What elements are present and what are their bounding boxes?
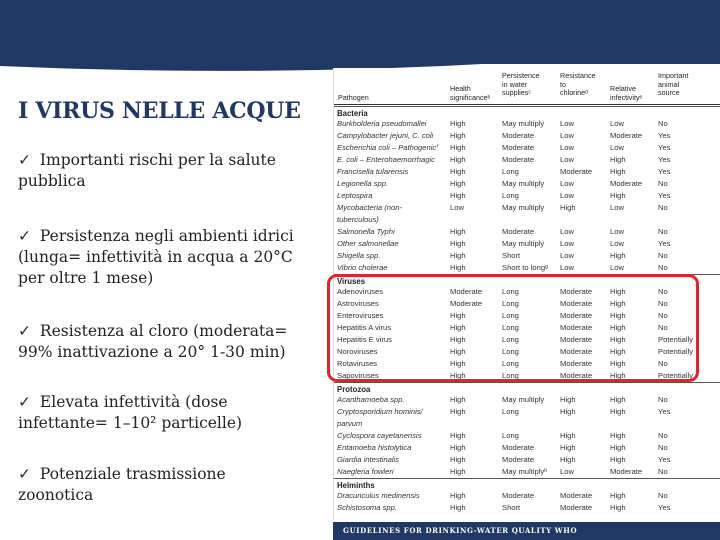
table-cell: Moderate: [450, 299, 483, 308]
table-cell: High: [560, 431, 576, 440]
table-cell: Low: [610, 263, 624, 272]
table-cell: High: [450, 503, 466, 512]
table-cell: Moderate: [560, 371, 593, 380]
table-cell: Low: [560, 467, 574, 476]
table-cell: Cyclospora cayetanensis: [337, 431, 422, 440]
table-cell: No: [658, 119, 668, 128]
table-cell: Shigella spp.: [337, 251, 381, 260]
table-cell: Low: [560, 251, 574, 260]
table-row: [334, 118, 720, 130]
table-cell: High: [450, 443, 466, 452]
table-cell: Moderate: [560, 347, 593, 356]
table-cell: High: [560, 443, 576, 452]
table-cell: Low: [560, 239, 574, 248]
bullet-public-health: [18, 150, 328, 192]
bullet-text: Resistenza al cloro (moderata=: [35, 322, 288, 340]
table-cell: Francisella tularensis: [337, 167, 409, 176]
table-cell: parvum: [337, 419, 363, 428]
table-cell: Long: [502, 371, 519, 380]
table-row: [334, 262, 720, 274]
table-cell: High: [450, 431, 466, 440]
table-cell: Yes: [658, 191, 671, 200]
table-cell: Mycobacteria (non-: [337, 203, 402, 212]
table-cell: Escherichia coli – Pathogenicᶠ: [337, 143, 438, 152]
table-cell: Hepatitis E virus: [337, 335, 392, 344]
table-row: [334, 142, 720, 154]
table-cell: Moderate: [560, 491, 593, 500]
table-cell: High: [450, 491, 466, 500]
slide-title: I VIRUS NELLE ACQUE: [18, 98, 301, 124]
header-animal-source: Important animal source: [658, 71, 689, 97]
table-cell: High: [610, 287, 626, 296]
table-row: [334, 214, 720, 226]
table-cell: High: [450, 263, 466, 272]
table-row: [334, 154, 720, 166]
table-cell: Low: [560, 131, 574, 140]
table-row: [334, 466, 720, 478]
table-cell: High: [450, 191, 466, 200]
header-persistence: Persistence in water suppliesᶜ: [502, 71, 540, 97]
bullet-infectivity: [18, 392, 328, 434]
table-row: [334, 226, 720, 238]
table-cell: May multiply: [502, 119, 545, 128]
table-row: [334, 250, 720, 262]
table-cell: Short: [502, 503, 521, 512]
table-cell: High: [450, 395, 466, 404]
table-cell: E. coli – Enterohaemorrhagic: [337, 155, 435, 164]
table-cell: Low: [450, 203, 464, 212]
table-cell: Long: [502, 299, 519, 308]
table-row: [334, 190, 720, 202]
table-cell: No: [658, 467, 668, 476]
table-row: [334, 490, 720, 502]
table-cell: Short to longᵍ: [502, 263, 548, 272]
table-cell: Long: [502, 359, 519, 368]
table-cell: High: [610, 251, 626, 260]
table-cell: No: [658, 287, 668, 296]
table-row: [334, 418, 720, 430]
table-cell: Moderate: [502, 155, 535, 164]
table-cell: No: [658, 359, 668, 368]
table-cell: High: [450, 251, 466, 260]
table-cell: Low: [560, 227, 574, 236]
table-cell: High: [450, 119, 466, 128]
table-cell: High: [610, 431, 626, 440]
table-cell: Long: [502, 191, 519, 200]
table-row: [334, 406, 720, 418]
bullet-chlorine-resistance: [18, 321, 328, 363]
table-cell: Rotaviruses: [337, 359, 378, 368]
table-cell: Yes: [658, 155, 671, 164]
table-cell: Noroviruses: [337, 347, 378, 356]
virus-highlight-box: [327, 274, 699, 382]
header-resistance: Resistance to chlorineᵈ: [560, 71, 596, 97]
table-cell: Long: [502, 287, 519, 296]
table-cell: No: [658, 227, 668, 236]
table-cell: Moderate: [450, 287, 483, 296]
bullet-text: pubblica: [18, 172, 86, 190]
bullet-text: Elevata infettività (dose: [35, 393, 228, 411]
table-row: [334, 442, 720, 454]
table-cell: Potentially: [658, 371, 694, 380]
bullet-text: Persistenza negli ambienti idrici: [35, 227, 294, 245]
table-cell: No: [658, 179, 668, 188]
table-cell: No: [658, 443, 668, 452]
table-cell: May multiplyʰ: [502, 467, 548, 476]
table-cell: Moderate: [560, 287, 593, 296]
table-cell: High: [450, 155, 466, 164]
table-cell: Moderate: [502, 455, 535, 464]
section-label: Helminths: [337, 481, 375, 490]
table-cell: Acanthamoeba spp.: [337, 395, 405, 404]
table-cell: Other salmonellae: [337, 239, 399, 248]
table-cell: Yes: [658, 167, 671, 176]
bullet-zoonotic: [18, 464, 328, 506]
table-cell: Moderate: [610, 179, 643, 188]
check-icon: ✓: [18, 465, 31, 483]
table-cell: No: [658, 203, 668, 212]
table-cell: High: [610, 323, 626, 332]
check-icon: ✓: [18, 322, 31, 340]
table-cell: High: [450, 227, 466, 236]
table-cell: Low: [560, 191, 574, 200]
table-row: [334, 454, 720, 466]
table-cell: Yes: [658, 131, 671, 140]
table-cell: Long: [502, 407, 519, 416]
table-cell: Low: [610, 239, 624, 248]
check-icon: ✓: [18, 393, 31, 411]
table-cell: High: [560, 395, 576, 404]
table-cell: Low: [560, 155, 574, 164]
table-row: [334, 178, 720, 190]
table-cell: High: [610, 335, 626, 344]
table-cell: Moderate: [560, 323, 593, 332]
table-cell: May multiply: [502, 239, 545, 248]
table-cell: Low: [560, 143, 574, 152]
check-icon: ✓: [18, 151, 31, 169]
bullet-text: infettante= 1–10² particelle): [18, 414, 243, 432]
table-cell: High: [610, 155, 626, 164]
table-cell: No: [658, 323, 668, 332]
table-cell: High: [610, 191, 626, 200]
table-cell: Low: [560, 179, 574, 188]
table-row: [334, 166, 720, 178]
table-cell: Low: [610, 143, 624, 152]
table-cell: High: [560, 455, 576, 464]
table-cell: High: [610, 491, 626, 500]
table-cell: Cryptosporidium hominis/: [337, 407, 423, 416]
table-cell: Naegleria fowleri: [337, 467, 394, 476]
bullet-text: 99% inattivazione a 20° 1-30 min): [18, 343, 286, 361]
table-cell: Adenoviruses: [337, 287, 384, 296]
check-icon: ✓: [18, 227, 31, 245]
table-cell: High: [610, 503, 626, 512]
table-cell: Campylobacter jejuni, C. coli: [337, 131, 434, 140]
table-cell: High: [450, 347, 466, 356]
table-cell: Moderate: [502, 443, 535, 452]
table-cell: Yes: [658, 407, 671, 416]
table-row: [334, 430, 720, 442]
table-cell: High: [450, 311, 466, 320]
table-cell: No: [658, 299, 668, 308]
table-cell: May multiply: [502, 395, 545, 404]
table-cell: May multiply: [502, 203, 545, 212]
bullet-text: Potenziale trasmissione: [35, 465, 226, 483]
table-cell: Low: [610, 227, 624, 236]
table-cell: Moderate: [502, 227, 535, 236]
table-cell: Long: [502, 431, 519, 440]
table-cell: Leptospira: [337, 191, 373, 200]
table-row: [334, 238, 720, 250]
table-cell: Low: [610, 203, 624, 212]
table-cell: High: [610, 371, 626, 380]
header-health: Health significanceᵇ: [450, 84, 491, 102]
table-cell: Yes: [658, 503, 671, 512]
table-cell: High: [610, 347, 626, 356]
table-cell: Legionella spp.: [337, 179, 389, 188]
table-cell: Vibrio cholerae: [337, 263, 388, 272]
table-cell: Long: [502, 323, 519, 332]
table-cell: Hepatitis A virus: [337, 323, 392, 332]
footer-source: GUIDELINES FOR DRINKING-WATER QUALITY WHO: [343, 526, 578, 535]
table-row: [334, 394, 720, 406]
table-cell: High: [450, 323, 466, 332]
table-cell: High: [450, 335, 466, 344]
table-cell: High: [610, 299, 626, 308]
table-cell: Long: [502, 311, 519, 320]
table-cell: No: [658, 395, 668, 404]
table-cell: Moderate: [560, 167, 593, 176]
table-row: [334, 202, 720, 214]
table-cell: High: [450, 167, 466, 176]
table-cell: Sapoviruses: [337, 371, 379, 380]
table-cell: Low: [560, 119, 574, 128]
table-cell: High: [560, 407, 576, 416]
table-cell: Moderate: [560, 335, 593, 344]
table-row: [334, 130, 720, 142]
section-label: Protozoa: [337, 385, 371, 394]
table-cell: Moderate: [560, 299, 593, 308]
bullet-text: Importanti rischi per la salute: [35, 151, 276, 169]
section-label: Bacteria: [337, 109, 368, 118]
header-pathogen: Pathogen: [338, 93, 369, 102]
table-row: [334, 502, 720, 514]
table-cell: High: [450, 407, 466, 416]
bullet-persistence: [18, 226, 328, 289]
table-cell: Low: [560, 263, 574, 272]
table-cell: Moderate: [560, 359, 593, 368]
table-cell: Moderate: [560, 503, 593, 512]
table-cell: Potentially: [658, 347, 694, 356]
table-cell: High: [610, 407, 626, 416]
table-cell: Moderate: [610, 131, 643, 140]
section-label: Viruses: [337, 277, 366, 286]
table-cell: High: [450, 371, 466, 380]
header-infectivity: Relative infectivityᵉ: [610, 84, 643, 102]
table-cell: High: [450, 131, 466, 140]
table-cell: High: [450, 179, 466, 188]
table-cell: High: [610, 311, 626, 320]
table-cell: Enteroviruses: [337, 311, 384, 320]
table-cell: Yes: [658, 143, 671, 152]
table-cell: No: [658, 491, 668, 500]
table-cell: No: [658, 251, 668, 260]
footer-bar: [333, 522, 720, 540]
table-cell: Giardia intestinalis: [337, 455, 400, 464]
table-cell: High: [610, 359, 626, 368]
table-cell: Entamoeba histolytica: [337, 443, 412, 452]
table-cell: No: [658, 431, 668, 440]
table-cell: Schistosoma spp.: [337, 503, 397, 512]
table-cell: Moderate: [502, 491, 535, 500]
table-cell: High: [610, 455, 626, 464]
table-cell: Short: [502, 251, 521, 260]
table-cell: May multiply: [502, 179, 545, 188]
table-cell: Burkholderia pseudomallei: [337, 119, 427, 128]
table-cell: High: [450, 239, 466, 248]
bullet-text: (lunga= infettività in acqua a 20°C: [18, 248, 293, 266]
table-cell: Long: [502, 335, 519, 344]
table-cell: High: [450, 359, 466, 368]
table-header: [334, 68, 720, 105]
top-banner: [0, 0, 720, 64]
table-cell: High: [450, 143, 466, 152]
table-cell: High: [560, 203, 576, 212]
table-cell: Yes: [658, 239, 671, 248]
table-cell: Astroviruses: [337, 299, 379, 308]
table-cell: Moderate: [560, 311, 593, 320]
table-cell: Potentially: [658, 335, 694, 344]
bullet-text: per oltre 1 mese): [18, 269, 154, 287]
table-cell: High: [450, 455, 466, 464]
table-cell: High: [610, 167, 626, 176]
table-cell: High: [450, 467, 466, 476]
table-cell: Moderate: [502, 143, 535, 152]
table-cell: No: [658, 263, 668, 272]
table-cell: Moderate: [610, 467, 643, 476]
table-cell: Dracunculus medinensis: [337, 491, 420, 500]
table-cell: Long: [502, 347, 519, 356]
table-cell: tuberculous): [337, 215, 379, 224]
table-cell: Low: [610, 119, 624, 128]
table-cell: High: [610, 443, 626, 452]
table-cell: Salmonella Typhi: [337, 227, 395, 236]
table-cell: Moderate: [502, 131, 535, 140]
table-cell: High: [610, 395, 626, 404]
table-cell: Long: [502, 167, 519, 176]
bullet-text: zoonotica: [18, 486, 94, 504]
table-cell: No: [658, 311, 668, 320]
table-cell: Yes: [658, 455, 671, 464]
